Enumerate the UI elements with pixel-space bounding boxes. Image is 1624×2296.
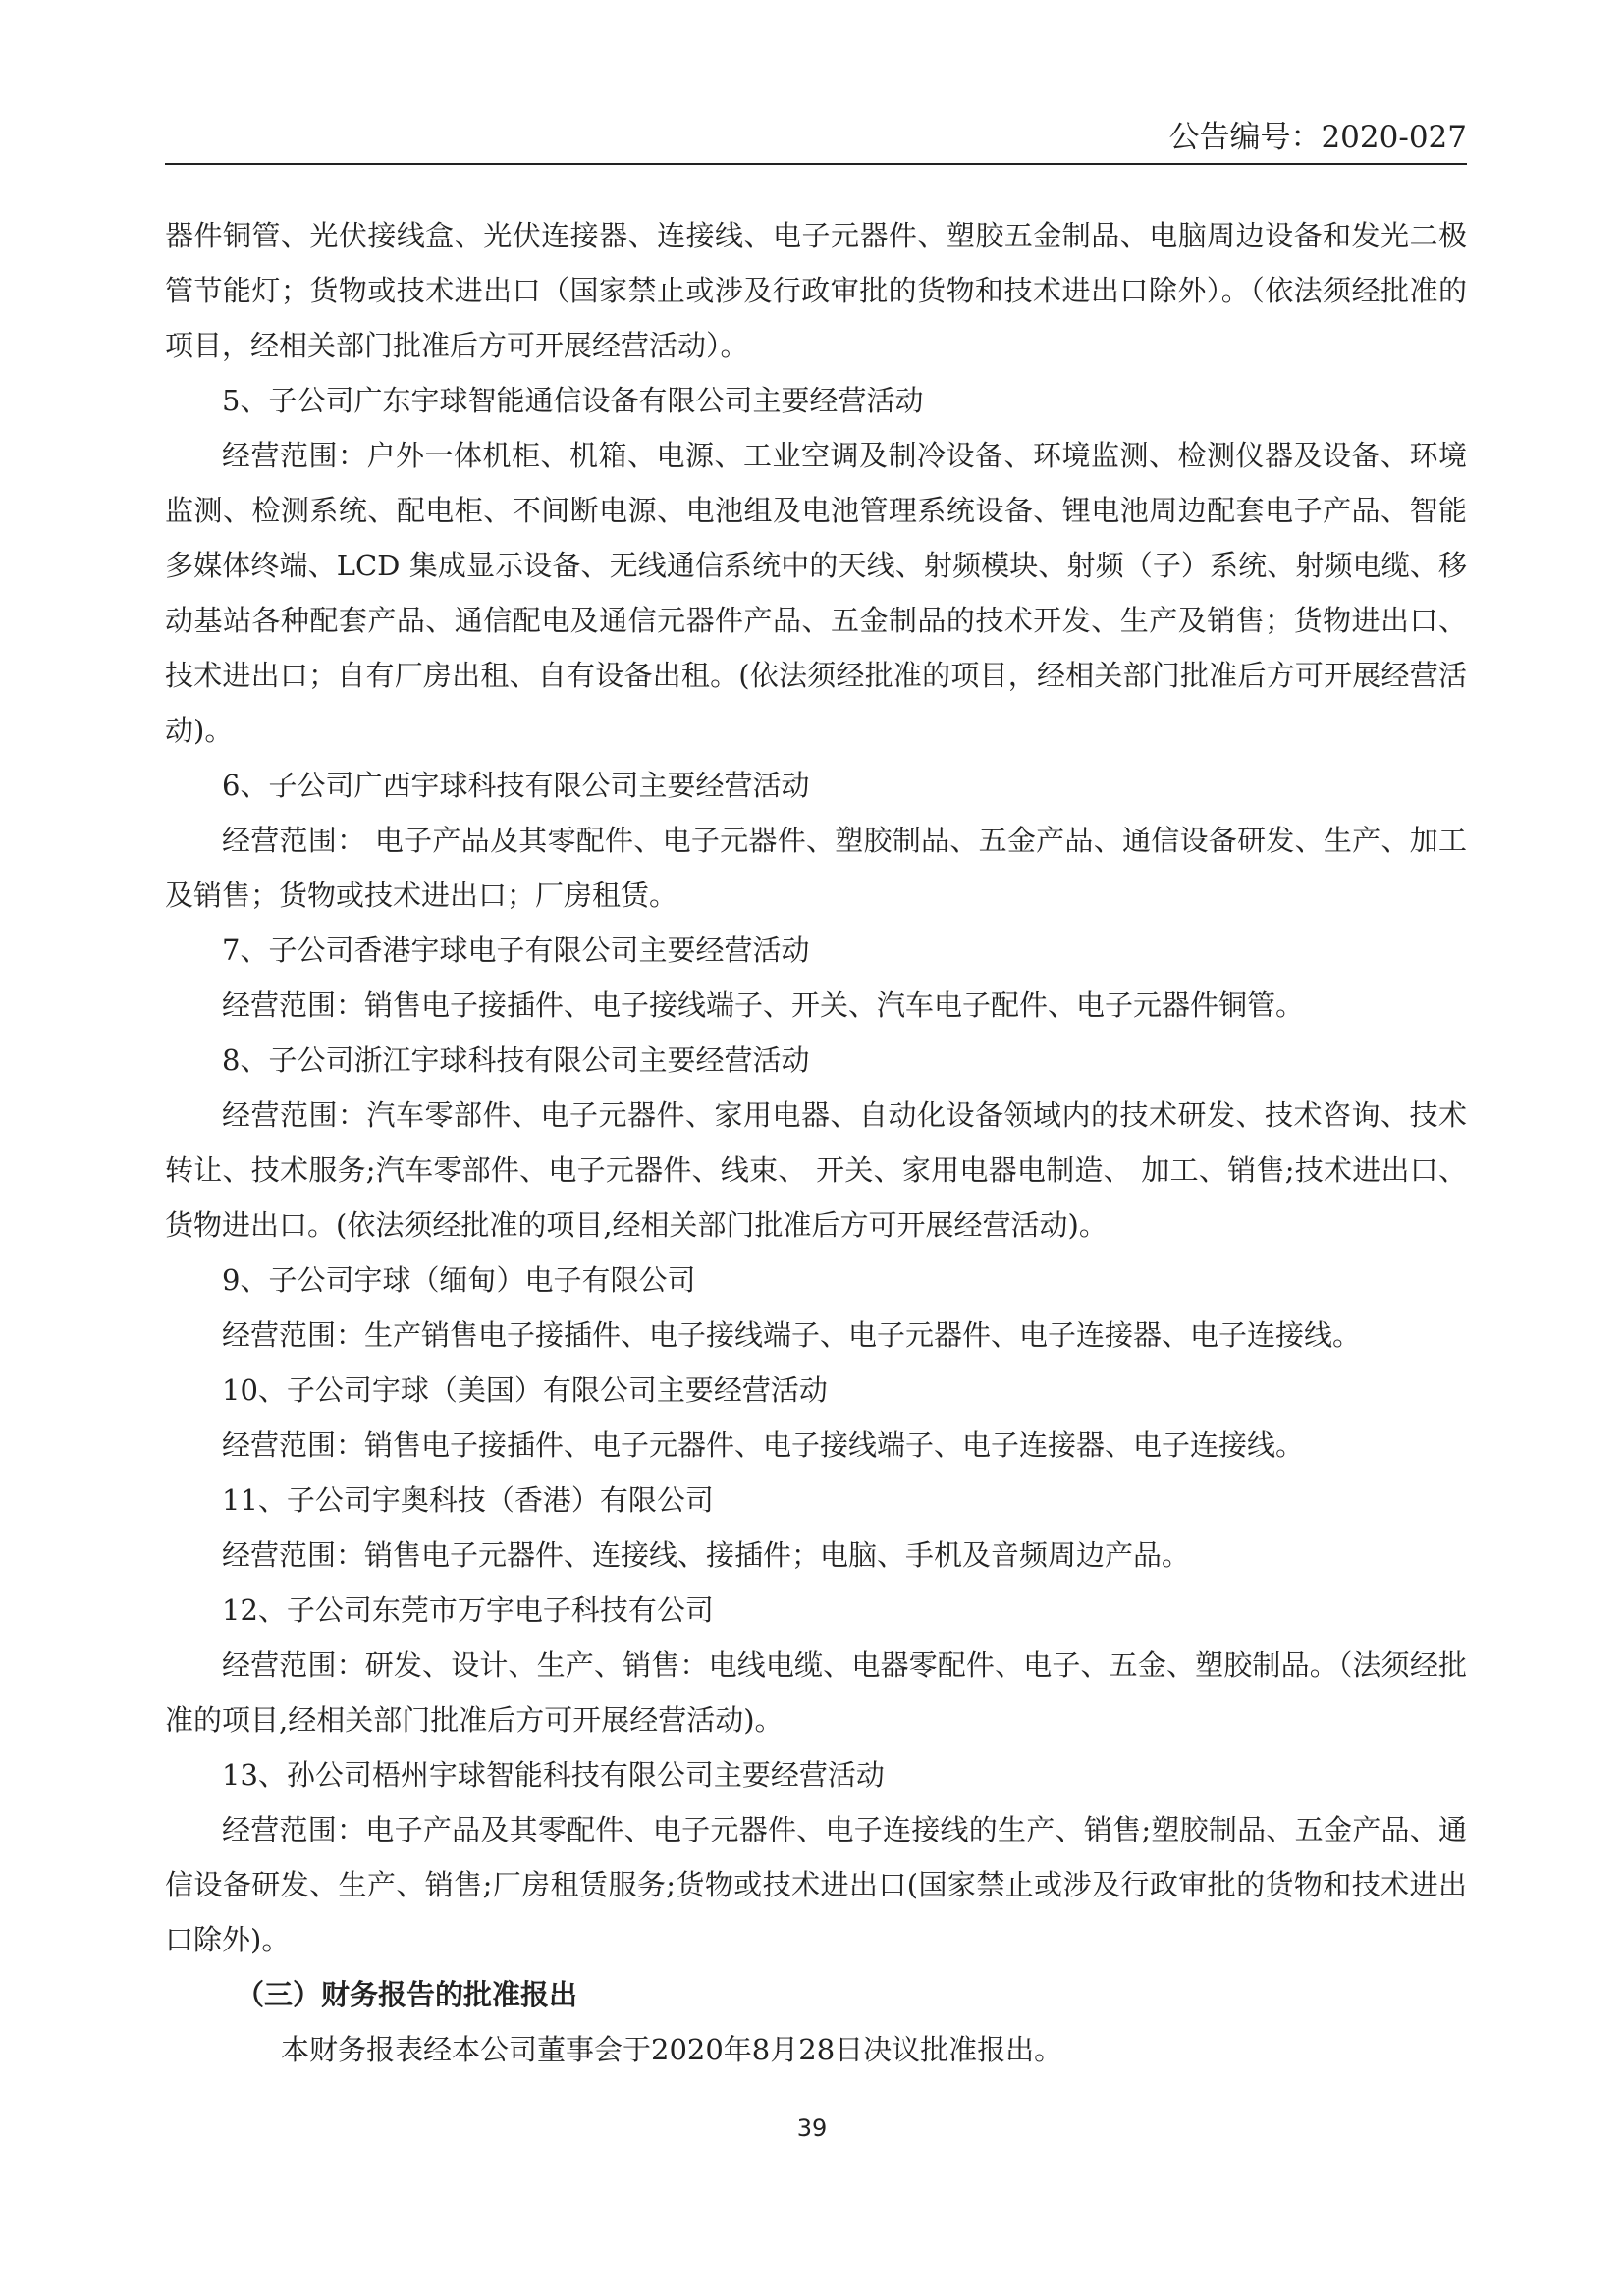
page-number: 39 xyxy=(796,2114,828,2142)
subsidiary-8-scope: 经营范围：汽车零部件、电子元器件、家用电器、自动化设备领域内的技术研发、技术咨询、技术转让、技术服务;汽车零部件、电子元器件、线束、 开关、家用电器电制造、 加工、销售;技术进出口、货物进出口。(依法须经批准的项目,经相关部门批准后方可开展经营活动)。 xyxy=(165,1098,1467,1242)
subsidiary-12-scope: 经营范围：研发、设计、生产、销售：电线电缆、电器零配件、电子、五金、塑胶制品。（法须经批准的项目,经相关部门批准后方可开展经营活动)。 xyxy=(165,1648,1467,1736)
section-3-heading: （三）财务报告的批准报出 xyxy=(236,1978,578,2011)
subsidiary-13-title: 13、孙公司梧州宇球智能科技有限公司主要经营活动 xyxy=(222,1758,885,1791)
subsidiary-12-title: 12、子公司东莞市万宇电子科技有公司 xyxy=(222,1593,714,1627)
subsidiary-11-title: 11、子公司宇奥科技（香港）有限公司 xyxy=(222,1483,714,1517)
subsidiary-7-title: 7、子公司香港宇球电子有限公司主要经营活动 xyxy=(222,934,810,967)
subsidiary-13-scope: 经营范围：电子产品及其零配件、电子元器件、电子连接线的生产、销售;塑胶制品、五金产品、通信设备研发、生产、销售;厂房租赁服务;货物或技术进出口(国家禁止或涉及行政审批的货物和技术进出口除外)。 xyxy=(165,1813,1467,1956)
subsidiary-9-scope: 经营范围：生产销售电子接插件、电子接线端子、电子元器件、电子连接器、电子连接线。 xyxy=(222,1318,1362,1352)
subsidiary-5-title: 5、子公司广东宇球智能通信设备有限公司主要经营活动 xyxy=(222,384,924,417)
subsidiary-9-title: 9、子公司宇球（缅甸）电子有限公司 xyxy=(222,1263,696,1297)
subsidiary-11-scope: 经营范围：销售电子元器件、连接线、接插件；电脑、手机及音频周边产品。 xyxy=(222,1538,1191,1572)
subsidiary-6-title: 6、子公司广西宇球科技有限公司主要经营活动 xyxy=(222,769,810,802)
subsidiary-8-title: 8、子公司浙江宇球科技有限公司主要经营活动 xyxy=(222,1043,810,1077)
continued-scope-paragraph: 器件铜管、光伏接线盒、光伏连接器、连接线、电子元器件、塑胶五金制品、电脑周边设备和发光二极管节能灯；货物或技术进出口（国家禁止或涉及行政审批的货物和技术进出口除外）。（依法须经批准的项目，经相关部门批准后方可开展经营活动）。 xyxy=(165,219,1467,362)
subsidiary-10-title: 10、子公司宇球（美国）有限公司主要经营活动 xyxy=(222,1373,828,1407)
header-divider xyxy=(165,163,1467,165)
subsidiary-6-scope: 经营范围： 电子产品及其零配件、电子元器件、塑胶制品、五金产品、通信设备研发、生产、加工及销售；货物或技术进出口；厂房租赁。 xyxy=(165,824,1467,912)
subsidiary-5-scope: 经营范围：户外一体机柜、机箱、电源、工业空调及制冷设备、环境监测、检测仪器及设备、环境监测、检测系统、配电柜、不间断电源、电池组及电池管理系统设备、锂电池周边配套电子产品、智能多媒体终端、LCD 集成显示设备、无线通信系统中的天线、射频模块、射频（子）系统、射频电缆、移动基站各种配套产品、通信配电及通信元器件产品、五金制品的技术开发、生产及销售；货物进出口、技术进出口；自有厂房出租、自有设备出租。(依法须经批准的项目，经相关部门批准后方可开展经营活动)。 xyxy=(165,439,1467,747)
subsidiary-7-scope: 经营范围：销售电子接插件、电子接线端子、开关、汽车电子配件、电子元器件铜管。 xyxy=(222,988,1305,1022)
subsidiary-10-scope: 经营范围：销售电子接插件、电子元器件、电子接线端子、电子连接器、电子连接线。 xyxy=(222,1428,1305,1462)
announcement-number: 公告编号：2020-027 xyxy=(1168,120,1467,155)
document-body xyxy=(165,208,1467,2077)
section-3-body: 本财务报表经本公司董事会于2020年8月28日决议批准报出。 xyxy=(281,2033,1063,2066)
